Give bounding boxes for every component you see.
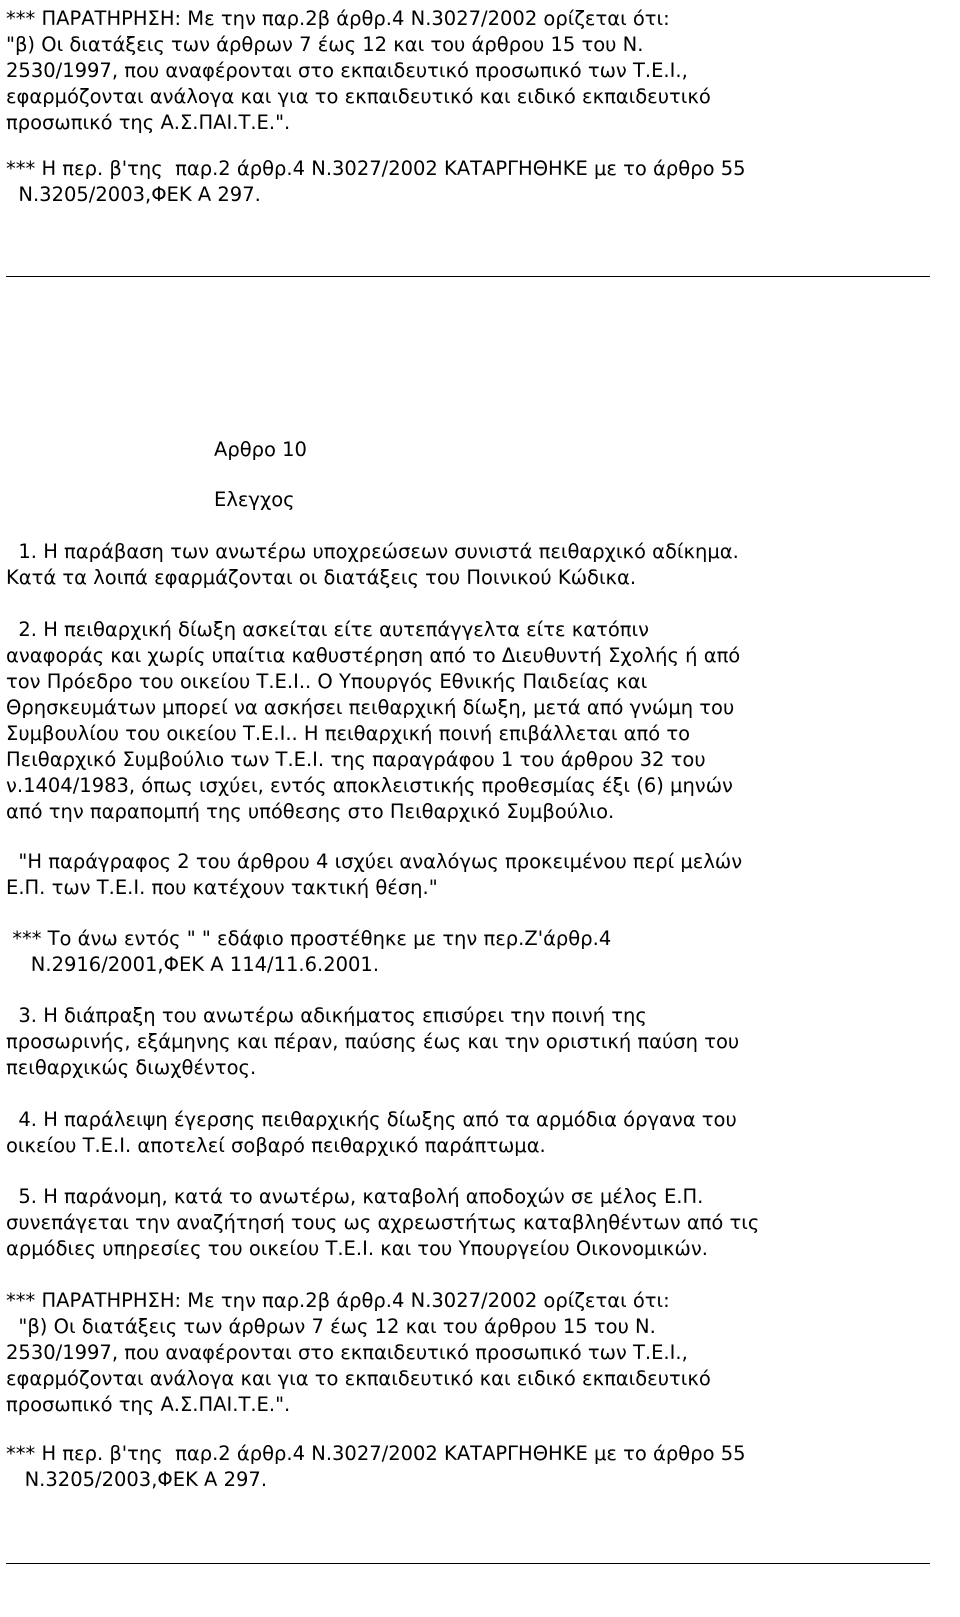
- note-line: εφαρμόζονται ανάλογα και για το εκπαιδευτικό και ειδικό εκπαιδευτικό: [6, 85, 711, 108]
- paragraph-line: οικείου Τ.Ε.Ι. αποτελεί σοβαρό πειθαρχικό παράπτωμα.: [6, 1134, 546, 1157]
- note-line: 2530/1997, που αναφέρονται στο εκπαιδευτικό προσωπικό των Τ.Ε.Ι.,: [6, 1341, 688, 1364]
- amendment-note-line: Ν.2916/2001,ΦΕΚ Α 114/11.6.2001.: [6, 953, 380, 976]
- paragraph-line: τον Πρόεδρο του οικείου Τ.Ε.Ι.. Ο Υπουργός Εθνικής Παιδείας και: [6, 670, 648, 693]
- paragraph-line: αναφοράς και χωρίς υπαίτια καθυστέρηση από το Διευθυντή Σχολής ή από: [6, 644, 741, 667]
- note-line: *** ΠΑΡΑΤΗΡΗΣΗ: Με την παρ.2β άρθρ.4 Ν.3027/2002 ορίζεται ότι:: [6, 1289, 670, 1312]
- paragraph-line: Θρησκευμάτων μπορεί να ασκήσει πειθαρχική δίωξη, μετά από γνώμη του: [6, 696, 735, 719]
- paragraph-line: Συμβουλίου του οικείου Τ.Ε.Ι.. Η πειθαρχική ποινή επιβάλλεται από το: [6, 722, 691, 745]
- paragraph-line: πειθαρχικώς διωχθέντος.: [6, 1056, 257, 1079]
- amendment-note-line: *** Το άνω εντός " " εδάφιο προστέθηκε με την περ.Ζ'άρθρ.4: [6, 927, 612, 950]
- note-line: *** ΠΑΡΑΤΗΡΗΣΗ: Με την παρ.2β άρθρ.4 Ν.3027/2002 ορίζεται ότι:: [6, 7, 670, 30]
- repeal-note-line: *** Η περ. β'της παρ.2 άρθρ.4 Ν.3027/2002 ΚΑΤΑΡΓΗΘΗΚΕ με το άρθρο 55: [6, 157, 746, 180]
- separator-line: [6, 276, 930, 277]
- note-line: "β) Οι διατάξεις των άρθρων 7 έως 12 και του άρθρου 15 του Ν.: [6, 33, 644, 56]
- paragraph-line: 3. Η διάπραξη του ανωτέρω αδικήματος επισύρει την ποινή της: [6, 1004, 647, 1027]
- paragraph-line: Πειθαρχικό Συμβούλιο των Τ.Ε.Ι. της παραγράφου 1 του άρθρου 32 του: [6, 748, 706, 771]
- note-line: 2530/1997, που αναφέρονται στο εκπαιδευτικό προσωπικό των Τ.Ε.Ι.,: [6, 59, 688, 82]
- paragraph-line: Κατά τα λοιπά εφαρμάζονται οι διατάξεις του Ποινικού Κώδικα.: [6, 566, 637, 589]
- paragraph-line: Ε.Π. των Τ.Ε.Ι. που κατέχουν τακτική θέση.": [6, 876, 438, 899]
- paragraph-line: "Η παράγραφος 2 του άρθρου 4 ισχύει αναλόγως προκειμένου περί μελών: [6, 850, 743, 873]
- paragraph-line: ν.1404/1983, όπως ισχύει, εντός αποκλειστικής προθεσμίας έξι (6) μηνών: [6, 774, 733, 797]
- repeal-note-line: Ν.3205/2003,ΦΕΚ Α 297.: [6, 183, 261, 206]
- paragraph-line: αρμόδιες υπηρεσίες του οικείου Τ.Ε.Ι. και του Υπουργείου Οικονομικών.: [6, 1237, 708, 1260]
- paragraph-line: 2. Η πειθαρχική δίωξη ασκείται είτε αυτεπάγγελτα είτε κατόπιν: [6, 618, 649, 641]
- paragraph-line: συνεπάγεται την αναζήτησή τους ως αχρεωστήτως καταβληθέντων από τις: [6, 1211, 760, 1234]
- separator-line: [6, 1563, 930, 1564]
- repeal-note-line: *** Η περ. β'της παρ.2 άρθρ.4 Ν.3027/2002 ΚΑΤΑΡΓΗΘΗΚΕ με το άρθρο 55: [6, 1442, 746, 1465]
- article-number: Αρθρο 10: [214, 438, 307, 461]
- note-line: εφαρμόζονται ανάλογα και για το εκπαιδευτικό και ειδικό εκπαιδευτικό: [6, 1367, 711, 1390]
- repeal-note-line: Ν.3205/2003,ΦΕΚ Α 297.: [6, 1468, 268, 1491]
- paragraph-line: από την παραπομπή της υπόθεσης στο Πειθαρχικό Συμβούλιο.: [6, 800, 615, 823]
- note-line: προσωπικό της Α.Σ.ΠΑΙ.Τ.Ε.".: [6, 1393, 291, 1416]
- paragraph-line: προσωρινής, εξάμηνης και πέραν, παύσης έως και την οριστική παύση του: [6, 1030, 740, 1053]
- paragraph-line: 5. Η παράνομη, κατά το ανωτέρω, καταβολή αποδοχών σε μέλος Ε.Π.: [6, 1185, 704, 1208]
- paragraph-line: 1. Η παράβαση των ανωτέρω υποχρεώσεων συνιστά πειθαρχικό αδίκημα.: [6, 540, 739, 563]
- paragraph-line: 4. Η παράλειψη έγερσης πειθαρχικής δίωξης από τα αρμόδια όργανα του: [6, 1108, 737, 1131]
- note-line: "β) Οι διατάξεις των άρθρων 7 έως 12 και του άρθρου 15 του Ν.: [6, 1315, 656, 1338]
- article-title: Ελεγχος: [214, 488, 295, 511]
- note-line: προσωπικό της Α.Σ.ΠΑΙ.Τ.Ε.".: [6, 111, 291, 134]
